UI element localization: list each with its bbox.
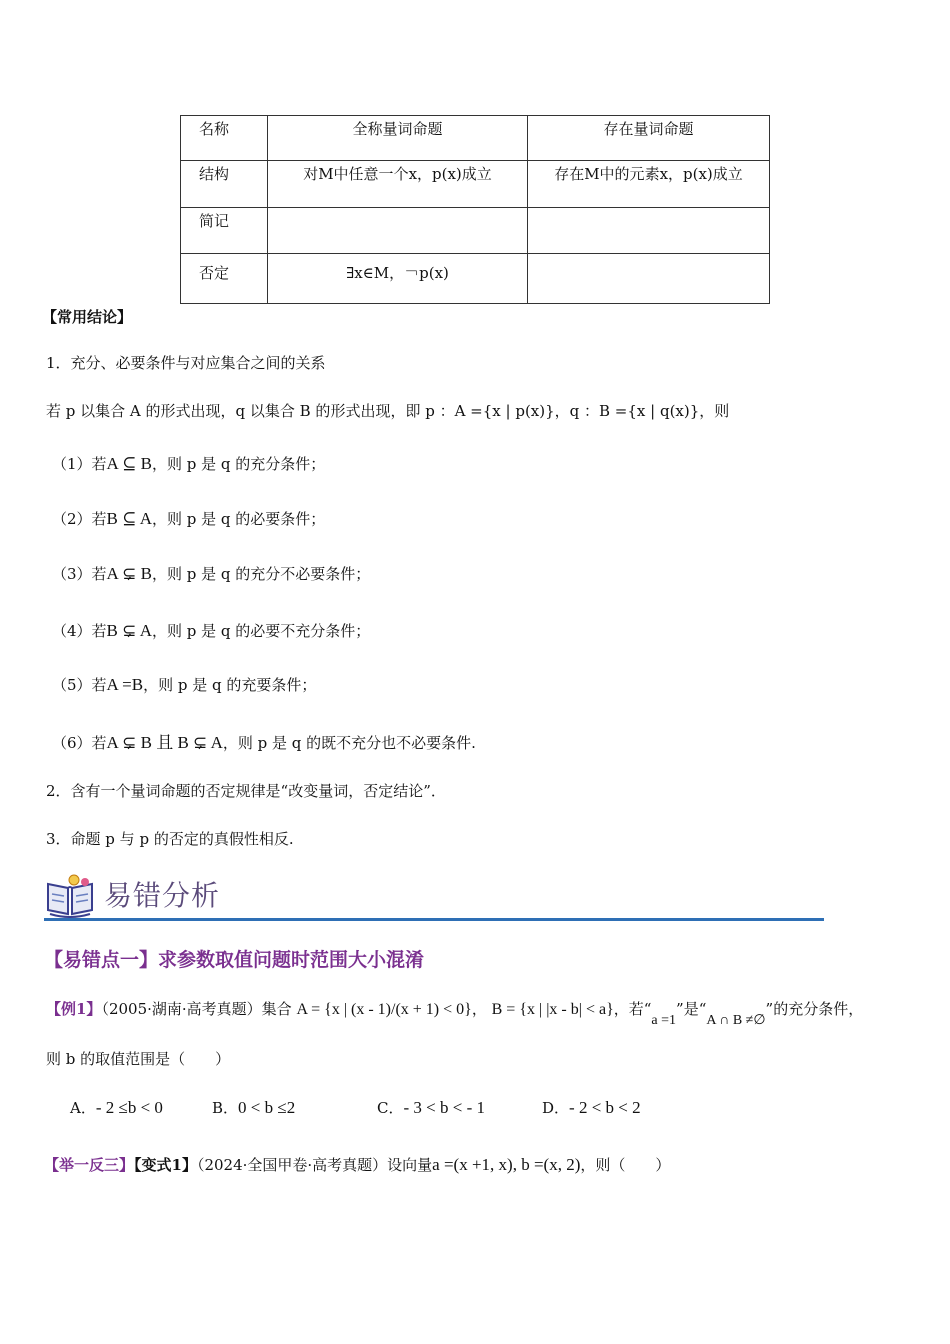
condition-text: ，则 p 是 q 的充分不必要条件； <box>151 565 371 583</box>
option-label: C． <box>377 1099 404 1117</box>
condition-relation: B ⊆ A <box>106 509 152 528</box>
option-label: A． <box>70 1099 96 1117</box>
table-cell: ∃x∈M，￢p(x) <box>268 254 528 304</box>
example-if-text: ，若“ <box>613 1000 652 1018</box>
option-b[interactable] <box>212 1097 295 1118</box>
table-cell: 结构 <box>181 161 268 208</box>
option-c[interactable] <box>377 1097 485 1118</box>
condition-relation: A ⊆ B <box>106 454 152 473</box>
example-suffix: ”的充分条件， <box>765 1000 864 1018</box>
condition-6 <box>52 728 476 753</box>
variant-label: 【变式1】 <box>134 1156 197 1174</box>
variant-tag: 【举一反三】 <box>44 1156 135 1174</box>
condition-num: （2）若 <box>52 510 107 528</box>
option-value: - 3 < b < - 1 <box>403 1098 485 1117</box>
condition-num: （5）若 <box>52 676 107 694</box>
mistake-heading: 【易错点一】求参数取值问题时范围大小混淆 <box>44 949 425 971</box>
option-label: D． <box>542 1099 570 1117</box>
option-d[interactable] <box>542 1097 641 1118</box>
table-header-cell: 存在量词命题 <box>528 116 770 161</box>
table-header-cell: 全称量词命题 <box>268 116 528 161</box>
item-3: 3．命题 p 与 p 的否定的真假性相反. <box>46 830 294 848</box>
table-cell: 简记 <box>181 208 268 254</box>
option-a[interactable] <box>70 1097 163 1118</box>
banner-title: 易错分析 <box>104 879 221 912</box>
option-value: - 2 ≤b < 0 <box>95 1098 163 1117</box>
example-source: （2005·湖南·高考真题）集合 <box>101 1000 292 1018</box>
condition-text: ，则 p 是 q 的充分条件； <box>151 455 326 473</box>
variant-end: ，则（ ） <box>580 1156 671 1174</box>
variant-line <box>44 1154 670 1175</box>
table-cell <box>528 208 770 254</box>
condition-text: ，则 p 是 q 的充要条件； <box>143 676 317 694</box>
item-1: 1．充分、必要条件与对应集合之间的关系 <box>46 354 326 372</box>
condition-relation: B ⊊ A <box>106 621 152 640</box>
example-tag: 【例1】 <box>46 1000 102 1018</box>
condition-3 <box>52 563 370 584</box>
table-cell <box>268 208 528 254</box>
condition-num: （4）若 <box>52 622 107 640</box>
option-value: 0 < b ≤2 <box>238 1098 296 1117</box>
table-header-row <box>181 116 770 161</box>
condition-2 <box>52 508 325 529</box>
example-is-text: ”是“ <box>676 1000 707 1018</box>
item-2: 2．含有一个量词命题的否定规律是“改变量词，否定结论”． <box>46 782 446 800</box>
book-icon <box>44 874 96 922</box>
option-label: B． <box>212 1099 239 1117</box>
set-a-expression: A = {x | (x - 1)/(x + 1) < 0} <box>296 1001 472 1018</box>
variant-text: （2024·全国甲卷·高考真题）设向量 <box>196 1156 433 1174</box>
variant-vectors: a =(x +1, x), b =(x, 2) <box>432 1155 581 1174</box>
example-line-1: 【例1】（2005·湖南·高考真题）集合 A = {x | (x - 1)/(x + 1) < 0}， B = {x | |x - b| < a}，若“a =1”是“A ∩ B ≠∅”的充分条件， <box>46 1000 864 1028</box>
table-row <box>181 208 770 254</box>
table-header-cell: 名称 <box>181 116 268 161</box>
condition-5 <box>52 674 316 695</box>
condition-1 <box>52 453 325 474</box>
example-line-2: 则 b 的取值范围是（ ） <box>46 1050 231 1068</box>
condition-num: （3）若 <box>52 565 107 583</box>
table-row <box>181 254 770 304</box>
condition-relation: A =B <box>106 675 144 694</box>
banner-rule <box>44 918 824 921</box>
condition-text: ，则 p 是 q 的必要不充分条件； <box>151 622 371 640</box>
intro-line: 若 p 以集合 A 的形式出现，q 以集合 B 的形式出现，即 p ：A ={x | p(x)}，q ：B ={x | q(x)}，则 <box>46 402 730 420</box>
condition-a-equals-1: a =1 <box>651 1013 677 1028</box>
condition-text: ，则 p 是 q 的既不充分也不必要条件. <box>222 734 476 752</box>
condition-intersection: A ∩ B ≠∅ <box>706 1013 766 1028</box>
quantifier-table <box>180 115 770 304</box>
condition-num: （6）若 <box>52 734 107 752</box>
set-b-expression: B = {x | |x - b| < a} <box>491 1001 614 1018</box>
table-cell: 否定 <box>181 254 268 304</box>
table-row <box>181 161 770 208</box>
condition-relation: A ⊊ B <box>106 564 152 583</box>
table-cell: 对M中任意一个x，p(x)成立 <box>268 161 528 208</box>
table-cell <box>528 254 770 304</box>
condition-text: ，则 p 是 q 的必要条件； <box>151 510 326 528</box>
option-value: - 2 < b < 2 <box>569 1098 641 1117</box>
condition-4 <box>52 620 370 641</box>
table-cell: 存在M中的元素x，p(x)成立 <box>528 161 770 208</box>
section-common-conclusions: 【常用结论】 <box>42 308 133 326</box>
condition-relation: A ⊊ B 且 B ⊊ A <box>106 733 223 752</box>
condition-num: （1）若 <box>52 455 107 473</box>
